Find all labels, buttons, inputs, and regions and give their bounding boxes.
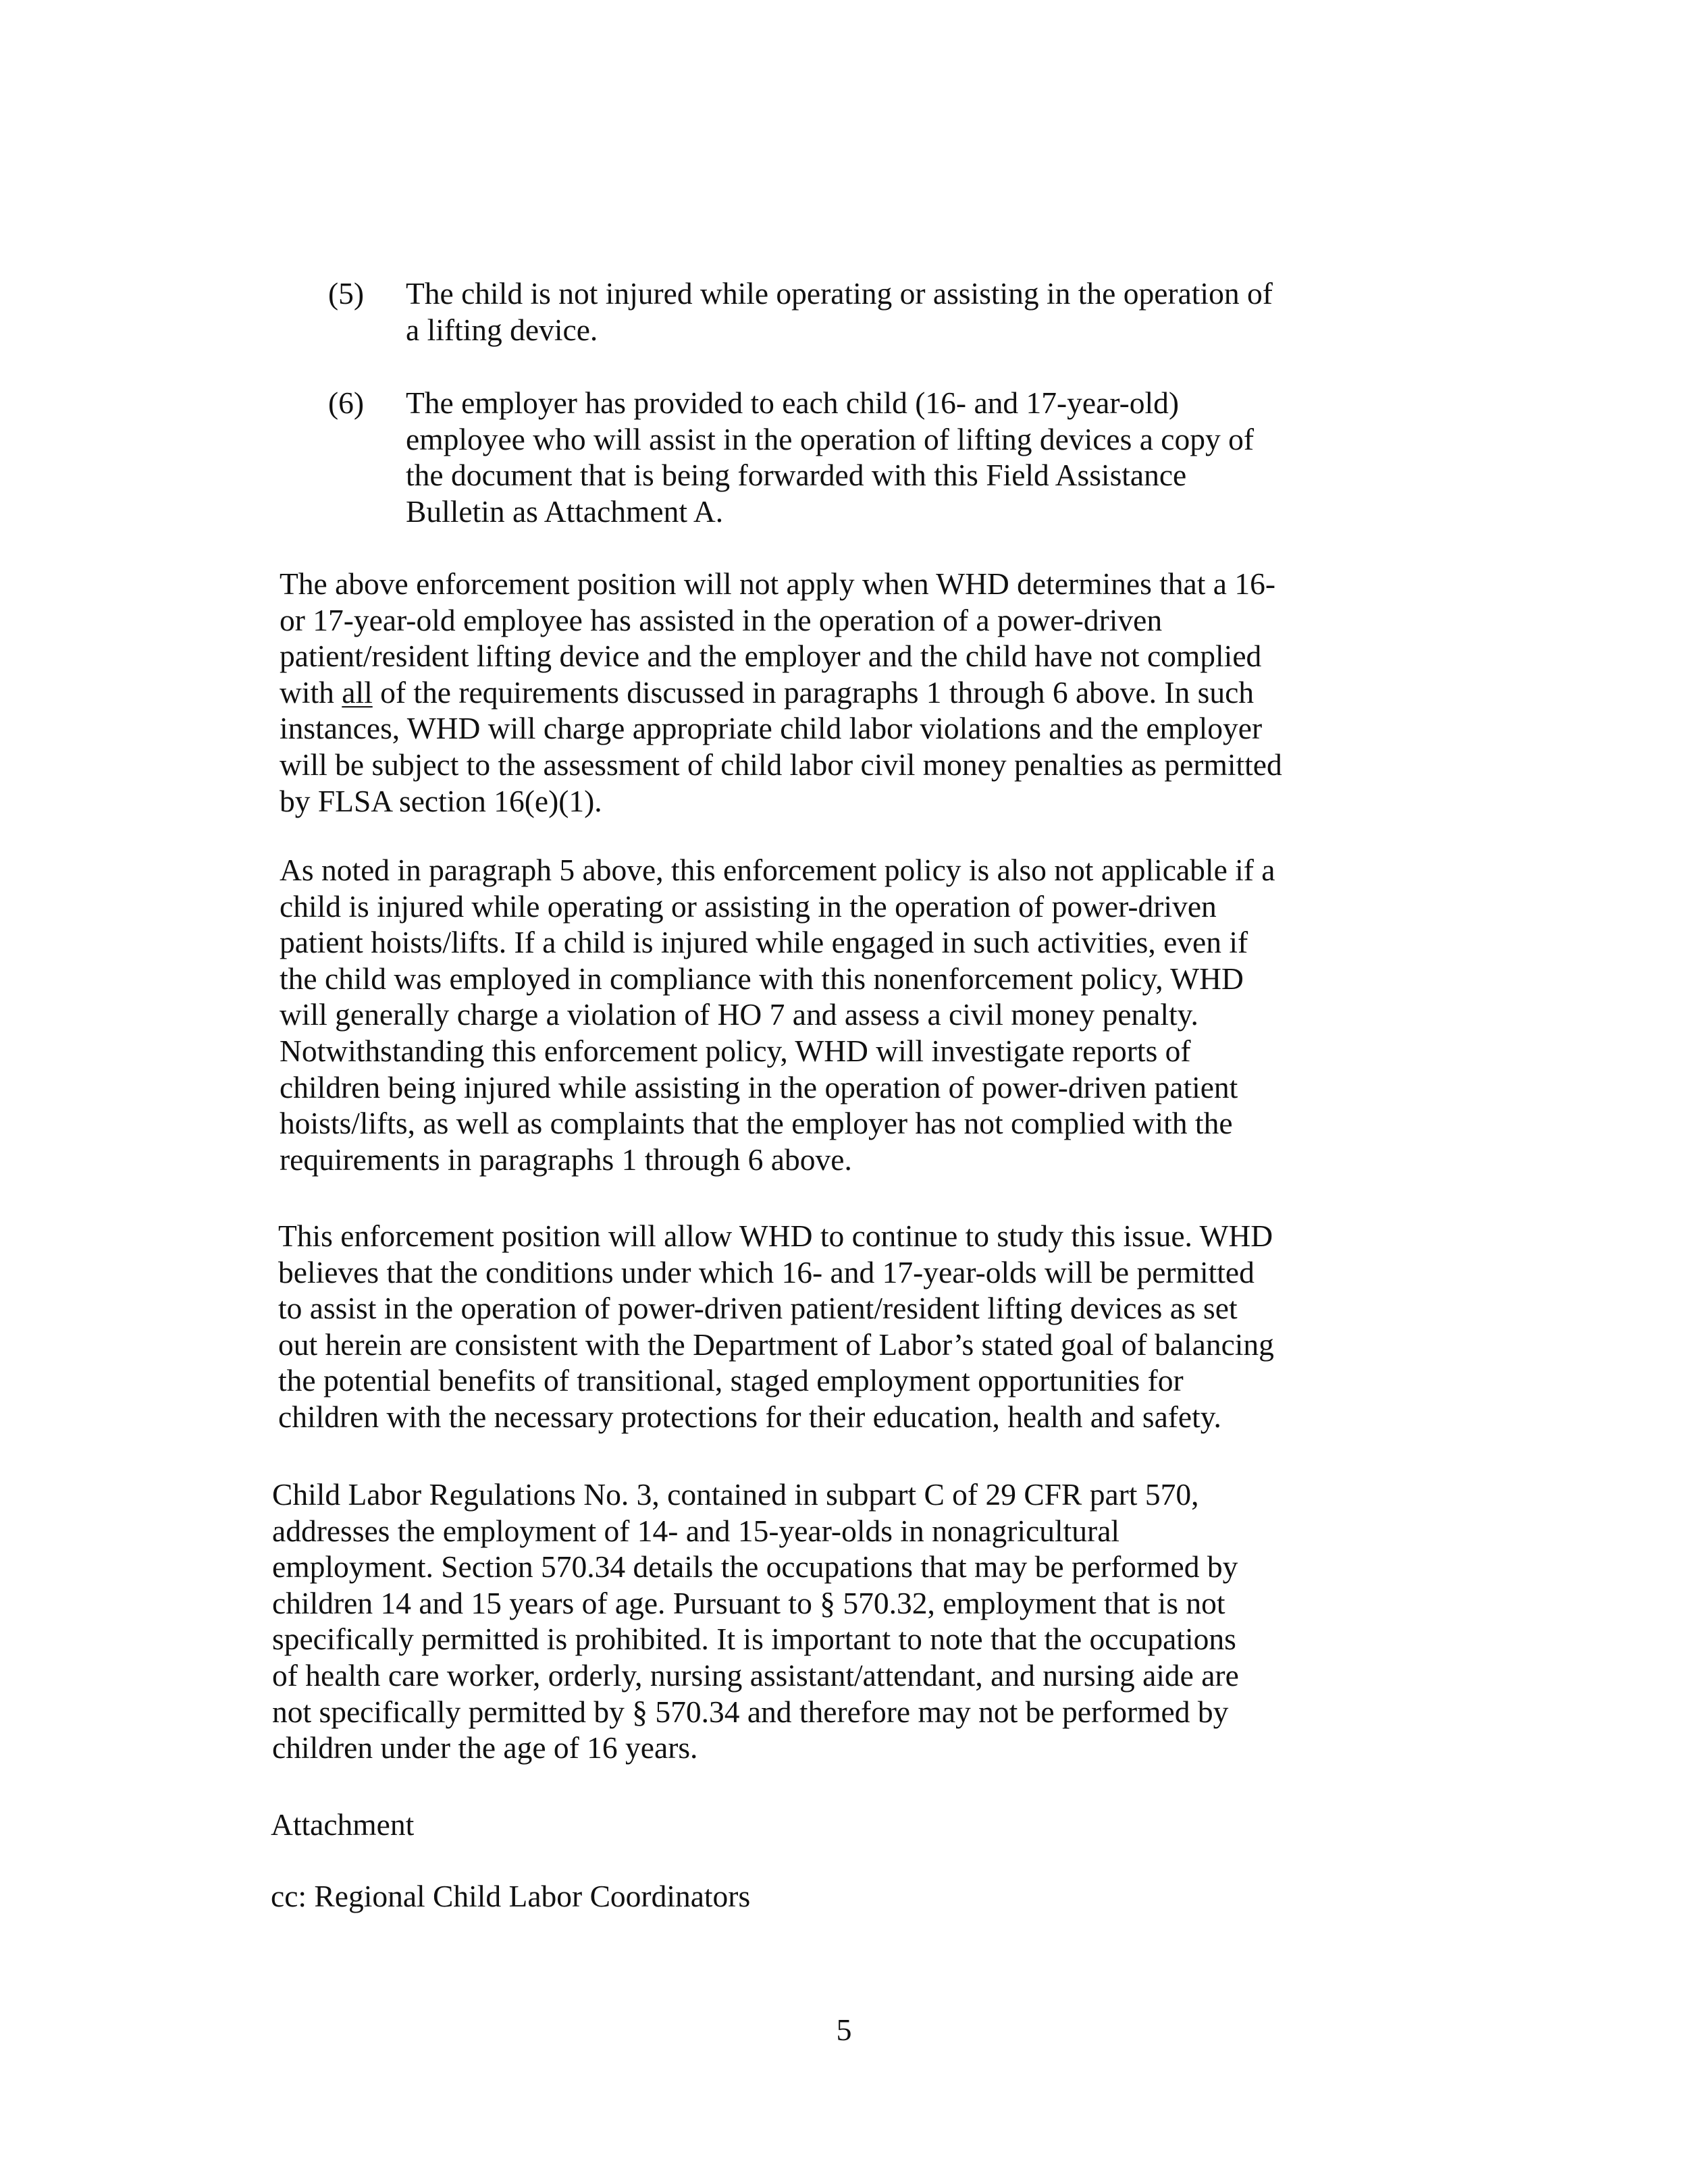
text-line: children 14 and 15 years of age. Pursuant to § 570.32, employment that is not <box>272 1585 1225 1620</box>
text-line: employment. Section 570.34 details the occupations that may be performed by <box>272 1549 1238 1584</box>
underlined-word: all <box>342 674 373 710</box>
text-line: believes that the conditions under which 16- and 17-year-olds will be permitted <box>278 1254 1255 1289</box>
text-line: children with the necessary protections for their education, health and safety. <box>278 1399 1221 1434</box>
text-line: or 17-year-old employee has assisted in the operation of a power-driven <box>280 602 1163 637</box>
list-item-body <box>406 385 1254 529</box>
text-line: will generally charge a violation of HO 7 and assess a civil money penalty. <box>280 997 1198 1032</box>
text-line: patient hoists/lifts. If a child is injured while engaged in such activities, even if <box>280 925 1248 960</box>
text-line: by FLSA section 16(e)(1). <box>280 783 602 818</box>
cc-line <box>271 1878 1554 1915</box>
text-line: The above enforcement position will not apply when WHD determines that a 16- <box>280 566 1275 601</box>
text-line: a lifting device. <box>406 312 598 347</box>
text-line: patient/resident lifting device and the employer and the child have not complied <box>280 639 1262 674</box>
page-number: 5 <box>836 2013 852 2047</box>
list-item-body <box>406 275 1273 348</box>
attachment-label <box>271 1807 1554 1843</box>
text-line: requirements in paragraphs 1 through 6 above. <box>280 1142 852 1177</box>
text-line: cc: Regional Child Labor Coordinators <box>271 1879 751 1913</box>
text-line: specifically permitted is prohibited. It is important to note that the occupations <box>272 1622 1236 1657</box>
text-line: of health care worker, orderly, nursing assistant/attendant, and nursing aide are <box>272 1657 1239 1693</box>
text-fragment: with <box>280 674 342 710</box>
text-line: will be subject to the assessment of child labor civil money penalties as permitted <box>280 747 1282 782</box>
text-line: instances, WHD will charge appropriate child labor violations and the employer <box>280 711 1263 746</box>
text-line: hoists/lifts, as well as complaints that the employer has not complied with the <box>280 1106 1233 1141</box>
text-line: Notwithstanding this enforcement policy, WHD will investigate reports of <box>280 1033 1191 1068</box>
text-line: children being injured while assisting in the operation of power-driven patient <box>280 1069 1238 1104</box>
list-item-number: (6) <box>328 385 365 420</box>
text-line: the potential benefits of transitional, staged employment opportunities for <box>278 1363 1184 1398</box>
text-line: employee who will assist in the operation of lifting devices a copy of <box>406 421 1255 456</box>
text-line: the child was employed in compliance with this nonenforcement policy, WHD <box>280 961 1244 996</box>
list-item-number: (5) <box>328 276 365 311</box>
paragraph-child-labor-regulations <box>272 1476 1555 1766</box>
text-line: addresses the employment of 14- and 15-year-olds in nonagricultural <box>272 1513 1120 1548</box>
text-line: Child Labor Regulations No. 3, contained in subpart C of 29 CFR part 570, <box>272 1477 1199 1512</box>
text-line: Attachment <box>271 1807 415 1842</box>
paragraph-enforcement-position <box>280 566 1562 819</box>
paragraph-study-issue <box>278 1218 1561 1435</box>
text-line: child is injured while operating or assisting in the operation of power-driven <box>280 888 1217 924</box>
text-line-with-emphasis <box>280 674 1562 711</box>
text-line: out herein are consistent with the Department of Labor’s stated goal of balancing <box>278 1327 1274 1362</box>
text-line: not specifically permitted by § 570.34 and therefore may not be performed by <box>272 1694 1229 1729</box>
text-line: the document that is being forwarded with this Field Assistance <box>406 458 1187 493</box>
text-line: This enforcement position will allow WHD to continue to study this issue. WHD <box>278 1219 1273 1253</box>
text-line: The child is not injured while operating or assisting in the operation of <box>406 276 1273 311</box>
text-line: children under the age of 16 years. <box>272 1730 698 1765</box>
text-line: The employer has provided to each child (16- and 17-year-old) <box>406 385 1180 420</box>
text-line: As noted in paragraph 5 above, this enforcement policy is also not applicable if a <box>280 853 1275 887</box>
text-fragment: of the requirements discussed in paragraphs 1 through 6 above. In such <box>372 674 1255 710</box>
paragraph-injury-policy <box>280 852 1562 1177</box>
text-line: Bulletin as Attachment A. <box>406 494 724 529</box>
text-line: to assist in the operation of power-driven patient/resident lifting devices as set <box>278 1291 1238 1326</box>
